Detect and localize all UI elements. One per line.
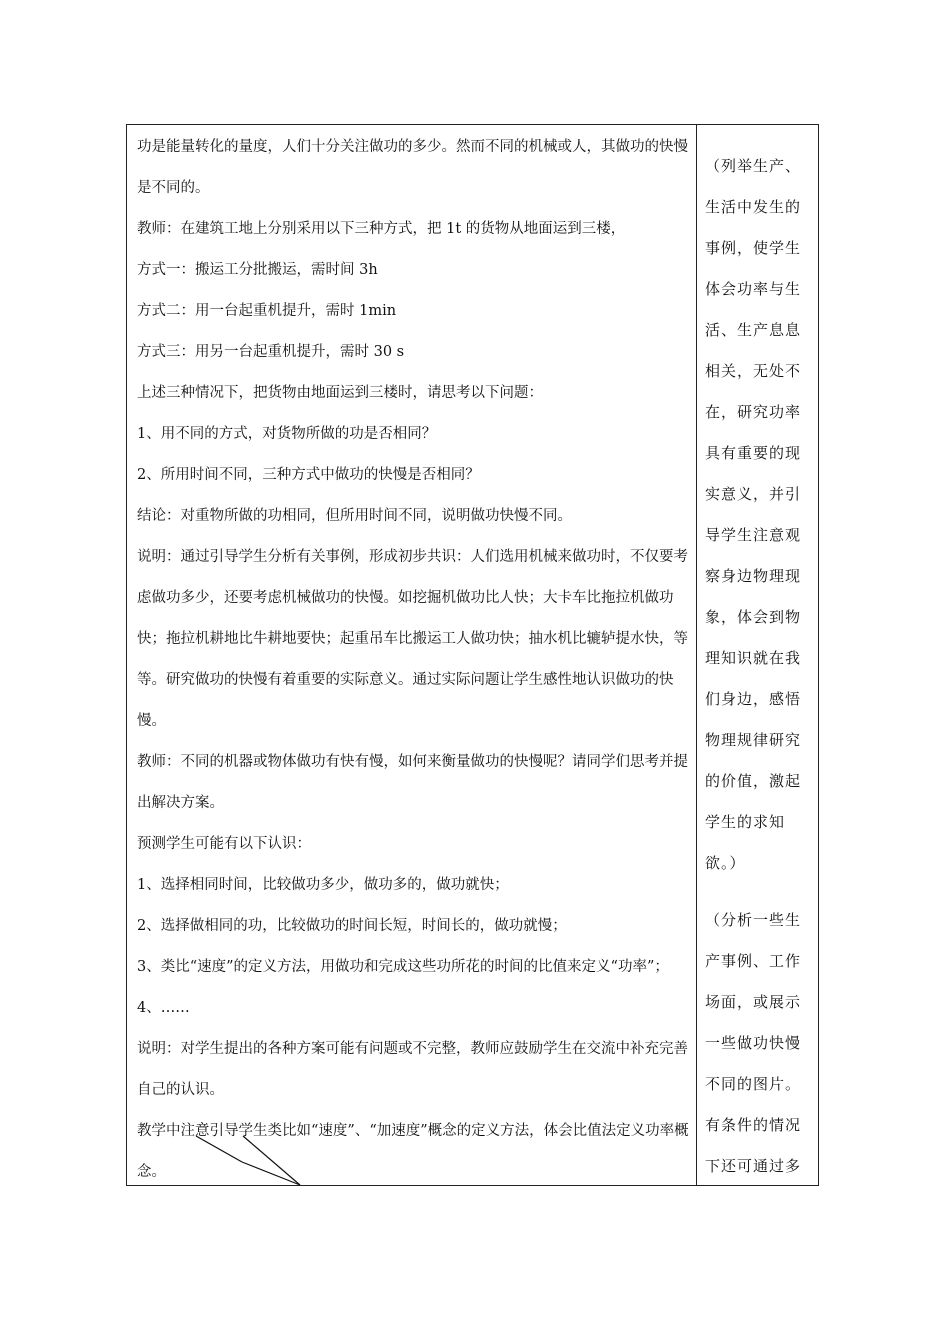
paragraph-question-1: 1、用不同的方式，对货物所做的功是否相同？ (137, 426, 437, 442)
paragraph-intro: 功是能量转化的量度，人们十分关注做功的多少。然而不同的机械或人，其做功的快慢是不同的。 (137, 139, 688, 196)
paragraph-prediction: 预测学生可能有以下认识： (137, 836, 311, 852)
paragraph-method-2: 方式二：用一台起重机提升，需时 1min (137, 303, 397, 319)
side-note-1: （列举生产、生活中发生的事例，使学生体会功率与生活、生产息息相关，无处不在，研究功率具有重要的现实意义，并引导学生注意观察身边物理现象，体会到物理知识就在我们身边，感悟物理规律研究的价值，激起学生的求知欲。） (705, 157, 802, 872)
paragraph-method-3: 方式三：用另一台起重机提升，需时 30 s (137, 344, 405, 360)
paragraph-teaching-note: 教学中注意引导学生类比如“速度”、“加速度”概念的定义方法，体会比值法定义功率概念。 (137, 1123, 689, 1180)
paragraph-option-3: 3、类比“速度”的定义方法，用做功和完成这些功所花的时间的比值来定义“功率”； (137, 959, 669, 975)
pen-stroke (243, 1136, 300, 1185)
pen-stroke (196, 1136, 242, 1162)
paragraph-teacher-task: 教师：在建筑工地上分别采用以下三种方式，把 1t 的货物从地面运到三楼， (137, 221, 626, 237)
paragraph-teacher-question: 教师：不同的机器或物体做功有快有慢，如何来衡量做功的快慢呢？请同学们思考并提出解决方案。 (137, 754, 688, 811)
paragraph-question-intro: 上述三种情况下，把货物由地面运到三楼时，请思考以下问题： (137, 385, 543, 401)
paragraph-conclusion: 结论：对重物所做的功相同，但所用时间不同，说明做功快慢不同。 (137, 508, 572, 524)
paragraph-explanation-1: 说明：通过引导学生分析有关事例，形成初步共识：人们选用机械来做功时，不仅要考虑做功多少，还要考虑机械做功的快慢。如挖掘机做功比人快；大卡车比拖拉机做功快；拖拉机耕地比牛耕地要快；起重吊车比搬运工人做功快；抽水机比辘轳提水快，等等。研究做功的快慢有着重要的实际意义。通过实际问题让学生感性地认识做功的快慢。 (137, 549, 688, 729)
pen-stroke (242, 1162, 300, 1185)
paragraph-option-4: 4、…… (137, 1000, 190, 1016)
paragraph-option-2: 2、选择做相同的功，比较做功的时间长短，时间长的，做功就慢； (137, 918, 567, 934)
paragraph-option-1: 1、选择相同时间，比较做功多少，做功多的，做功就快； (137, 877, 509, 893)
paragraph-question-2: 2、所用时间不同，三种方式中做功的快慢是否相同？ (137, 467, 480, 483)
paragraph-method-1: 方式一：搬运工分批搬运，需时间 3h (137, 262, 378, 278)
paragraph-explanation-2: 说明：对学生提出的各种方案可能有问题或不完整，教师应鼓励学生在交流中补充完善自己的认识。 (137, 1041, 688, 1098)
side-note-2: （分析一些生产事例、工作场面，或展示一些做功快慢不同的图片。有条件的情况下还可通过多 (705, 911, 802, 1175)
